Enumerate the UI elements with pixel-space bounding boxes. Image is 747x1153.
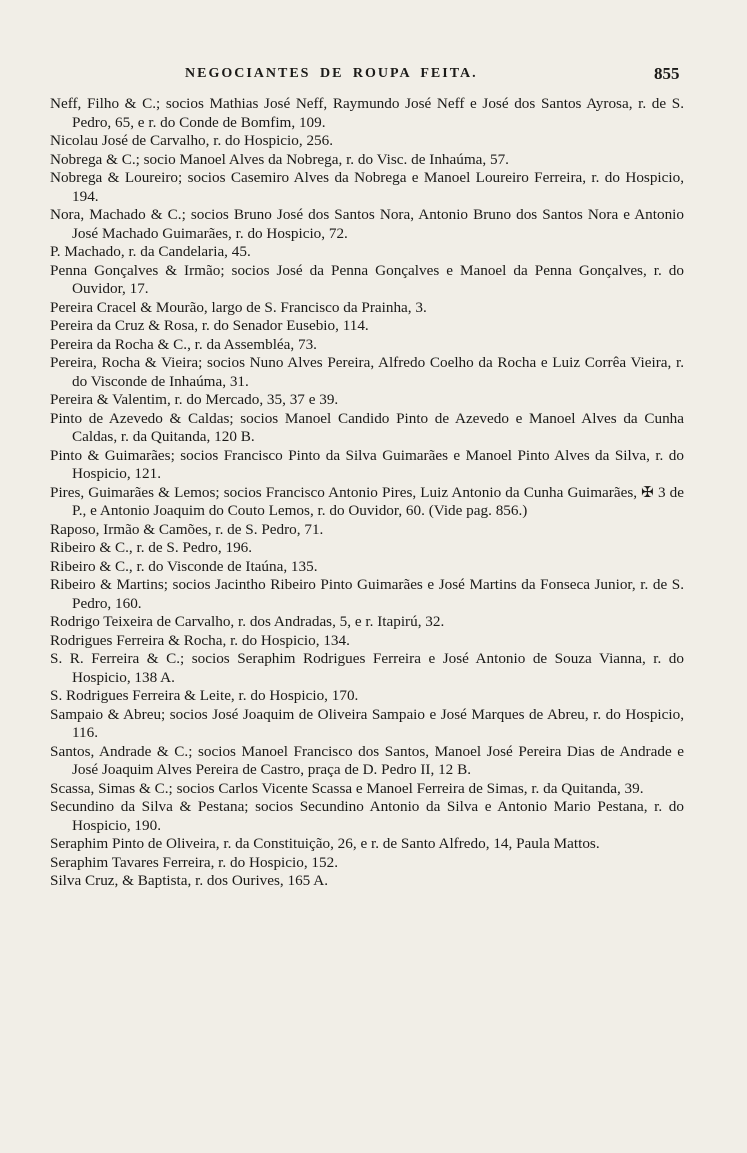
list-item: Seraphim Pinto de Oliveira, r. da Constituição, 26, e r. de Santo Alfredo, 14, Paula Mattos. [50,835,600,852]
list-item: Scassa, Simas & C.; socios Carlos Vicente Scassa e Manoel Ferreira de Simas, r. da Quitanda, 39. [50,779,644,797]
list-item: Pereira da Rocha & C., r. da Assembléa, 73. [50,335,317,353]
list-item: S. R. Ferreira & C.; socios Seraphim Rodrigues Ferreira e José Antonio de Souza Vianna, r. do Hospicio, 138 A. [50,650,684,686]
list-item: Seraphim Tavares Ferreira, r. do Hospicio, 152. [50,853,338,871]
list-item: Raposo, Irmão & Camões, r. de S. Pedro, 71. [50,520,324,538]
list-item: S. Rodrigues Ferreira & Leite, r. do Hospicio, 170. [50,687,359,704]
list-item: Santos, Andrade & C.; socios Manoel Francisco dos Santos, Manoel José Pereira Dias de Andrade e José Joaquim Alves Pereira de Castro, praça de D. Pedro II, 12 B. [50,742,684,778]
list-item: Pinto de Azevedo & Caldas; socios Manoel Candido Pinto de Azevedo e Manoel Alves da Cunha Caldas, r. da Quitanda, 120 B. [50,409,684,445]
list-item: Nora, Machado & C.; socios Bruno José dos Santos Nora, Antonio Bruno dos Santos Nora e Antonio José Machado Guimarães, r. do Hospicio, 72. [50,206,684,242]
page-number: 855 [654,64,680,83]
list-item: Secundino da Silva & Pestana; socios Secundino Antonio da Silva e Antonio Mario Pestana, r. do Hospicio, 190. [50,798,684,834]
list-item: Sampaio & Abreu; socios José Joaquim de Oliveira Sampaio e José Marques de Abreu, r. do Hospicio, 116. [50,705,684,741]
list-item: Ribeiro & C., r. do Visconde de Itaúna, 135. [50,557,318,575]
list-item: Silva Cruz, & Baptista, r. dos Ourives, 165 A. [50,872,329,889]
list-item: Neff, Filho & C.; socios Mathias José Neff, Raymundo José Neff e José dos Santos Ayrosa, r. de S. Pedro, 65, e r. do Conde de Bomfim, 109. [50,95,684,131]
list-item: Pereira, Rocha & Vieira; socios Nuno Alves Pereira, Alfredo Coelho da Rocha e Luiz Corrêa Vieira, r. do Visconde de Inhaúma, 31. [50,354,684,390]
list-item: Rodrigo Teixeira de Carvalho, r. dos Andradas, 5, e r. Itapirú, 32. [50,613,445,630]
list-item: Rodrigues Ferreira & Rocha, r. do Hospicio, 134. [50,631,350,649]
list-item: Pires, Guimarães & Lemos; socios Francisco Antonio Pires, Luiz Antonio da Cunha Guimarães, ✠ 3 de P., e Antonio Joaquim do Couto Lemos, r. do Ouvidor, 60. (Vide pag. 856.) [50,483,684,519]
list-item: Pinto & Guimarães; socios Francisco Pinto da Silva Guimarães e Manoel Pinto Alves da Silva, r. do Hospicio, 121. [50,446,684,482]
list-item: Ribeiro & Martins; socios Jacintho Ribeiro Pinto Guimarães e José Martins da Fonseca Junior, r. de S. Pedro, 160. [50,576,684,612]
list-item: Pereira Cracel & Mourão, largo de S. Francisco da Prainha, 3. [50,298,427,316]
list-item: Nobrega & C.; socio Manoel Alves da Nobrega, r. do Visc. de Inhaúma, 57. [50,150,509,168]
entry-list [50,95,684,891]
list-item: Pereira & Valentim, r. do Mercado, 35, 37 e 39. [50,391,339,408]
list-item: Ribeiro & C., r. de S. Pedro, 196. [50,539,253,556]
list-item: Penna Gonçalves & Irmão; socios José da Penna Gonçalves e Manoel da Penna Gonçalves, r. do Ouvidor, 17. [50,261,684,297]
list-item: Nicolau José de Carvalho, r. do Hospicio, 256. [50,132,334,149]
list-item: Pereira da Cruz & Rosa, r. do Senador Eusebio, 114. [50,317,369,334]
list-item: P. Machado, r. da Candelaria, 45. [50,243,251,260]
list-item: Nobrega & Loureiro; socios Casemiro Alves da Nobrega e Manoel Loureiro Ferreira, r. do Hospicio, 194. [50,169,684,205]
running-title: NEGOCIANTES DE ROUPA FEITA. [185,66,478,81]
